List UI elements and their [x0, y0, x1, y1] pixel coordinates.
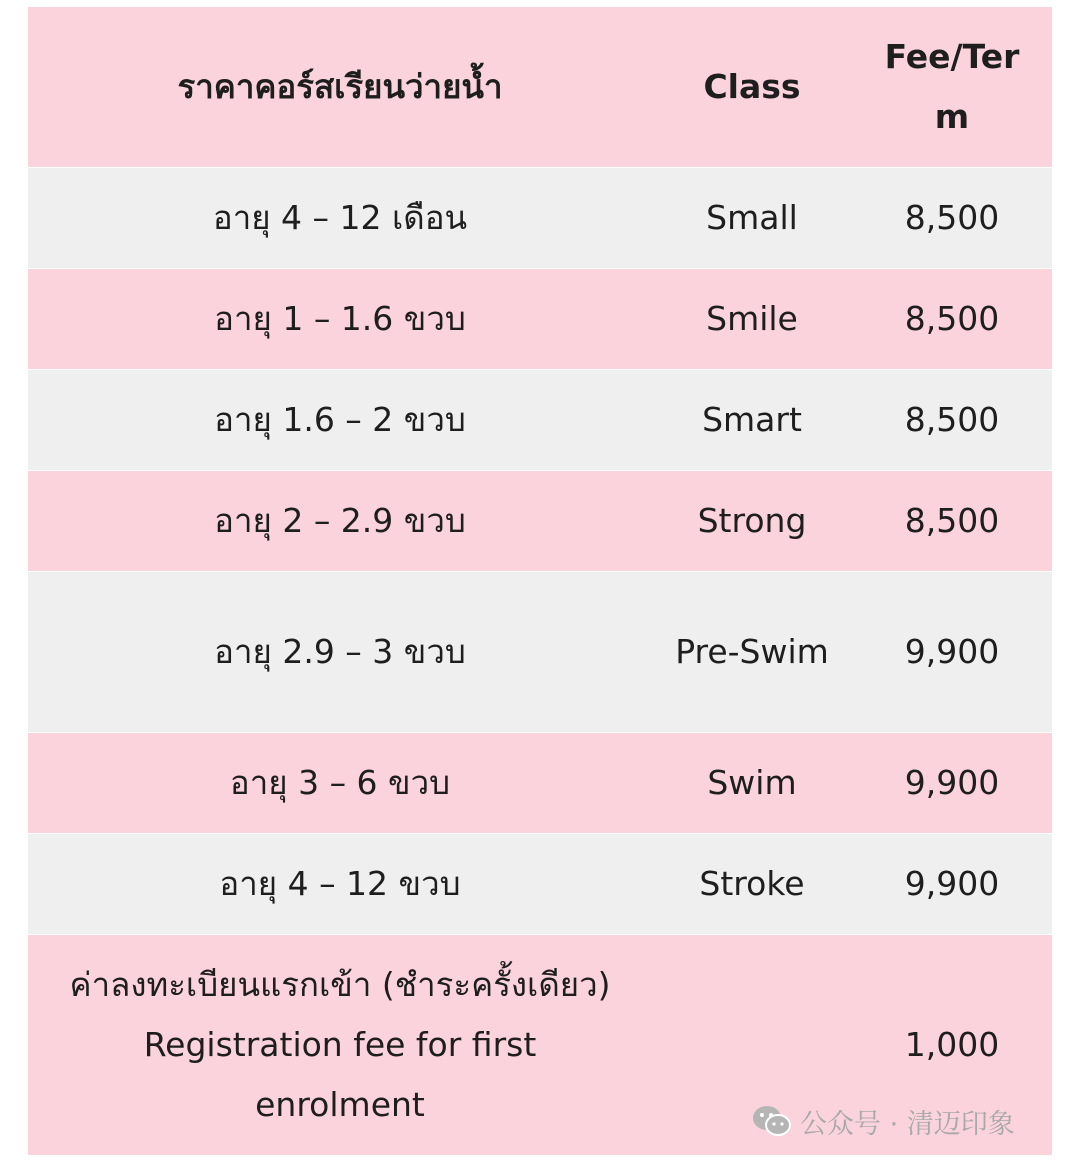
fee-cell: 8,500: [852, 269, 1052, 369]
table-row: [28, 834, 1052, 934]
fee-cell: 9,900: [852, 572, 1052, 732]
table-row: [28, 269, 1052, 369]
watermark: [752, 1101, 1015, 1141]
age-cell: อายุ 4 – 12 ขวบ: [28, 834, 652, 934]
age-cell: อายุ 2.9 – 3 ขวบ: [28, 572, 652, 732]
table-header-row: [28, 7, 1052, 167]
class-cell: Smile: [652, 269, 852, 369]
registration-label-thai: ค่าลงทะเบียนแรกเข้า (ชำระครั้งเดียว): [69, 965, 611, 1004]
age-cell: อายุ 2 – 2.9 ขวบ: [28, 471, 652, 571]
table-row: [28, 370, 1052, 470]
registration-label-cell: [28, 935, 652, 1155]
wechat-icon: [752, 1104, 792, 1138]
table-row: [28, 168, 1052, 268]
age-cell: อายุ 1 – 1.6 ขวบ: [28, 269, 652, 369]
fee-cell: 8,500: [852, 168, 1052, 268]
fee-cell: 8,500: [852, 370, 1052, 470]
class-cell: Pre-Swim: [652, 572, 852, 732]
class-cell: Stroke: [652, 834, 852, 934]
table-row: [28, 471, 1052, 571]
header-course-price: ราคาคอร์สเรียนว่ายน้ำ: [28, 7, 652, 167]
fee-cell: 9,900: [852, 733, 1052, 833]
fee-cell: 8,500: [852, 471, 1052, 571]
header-class: Class: [652, 7, 852, 167]
age-cell: อายุ 1.6 – 2 ขวบ: [28, 370, 652, 470]
class-cell: Strong: [652, 471, 852, 571]
fee-cell: 9,900: [852, 834, 1052, 934]
table-row: [28, 572, 1052, 732]
class-cell: Swim: [652, 733, 852, 833]
watermark-text: 公众号 · 清迈印象: [800, 1108, 1015, 1140]
age-cell: อายุ 4 – 12 เดือน: [28, 168, 652, 268]
class-cell: Small: [652, 168, 852, 268]
header-fee-term: Fee/Ter m: [852, 7, 1052, 167]
age-cell: อายุ 3 – 6 ขวบ: [28, 733, 652, 833]
table-row: [28, 733, 1052, 833]
registration-label-english: Registration fee for first enrolment: [143, 1025, 537, 1124]
class-cell: Smart: [652, 370, 852, 470]
course-fee-table: [28, 6, 1052, 1156]
registration-fee-cell: 1,000: [852, 935, 1052, 1155]
